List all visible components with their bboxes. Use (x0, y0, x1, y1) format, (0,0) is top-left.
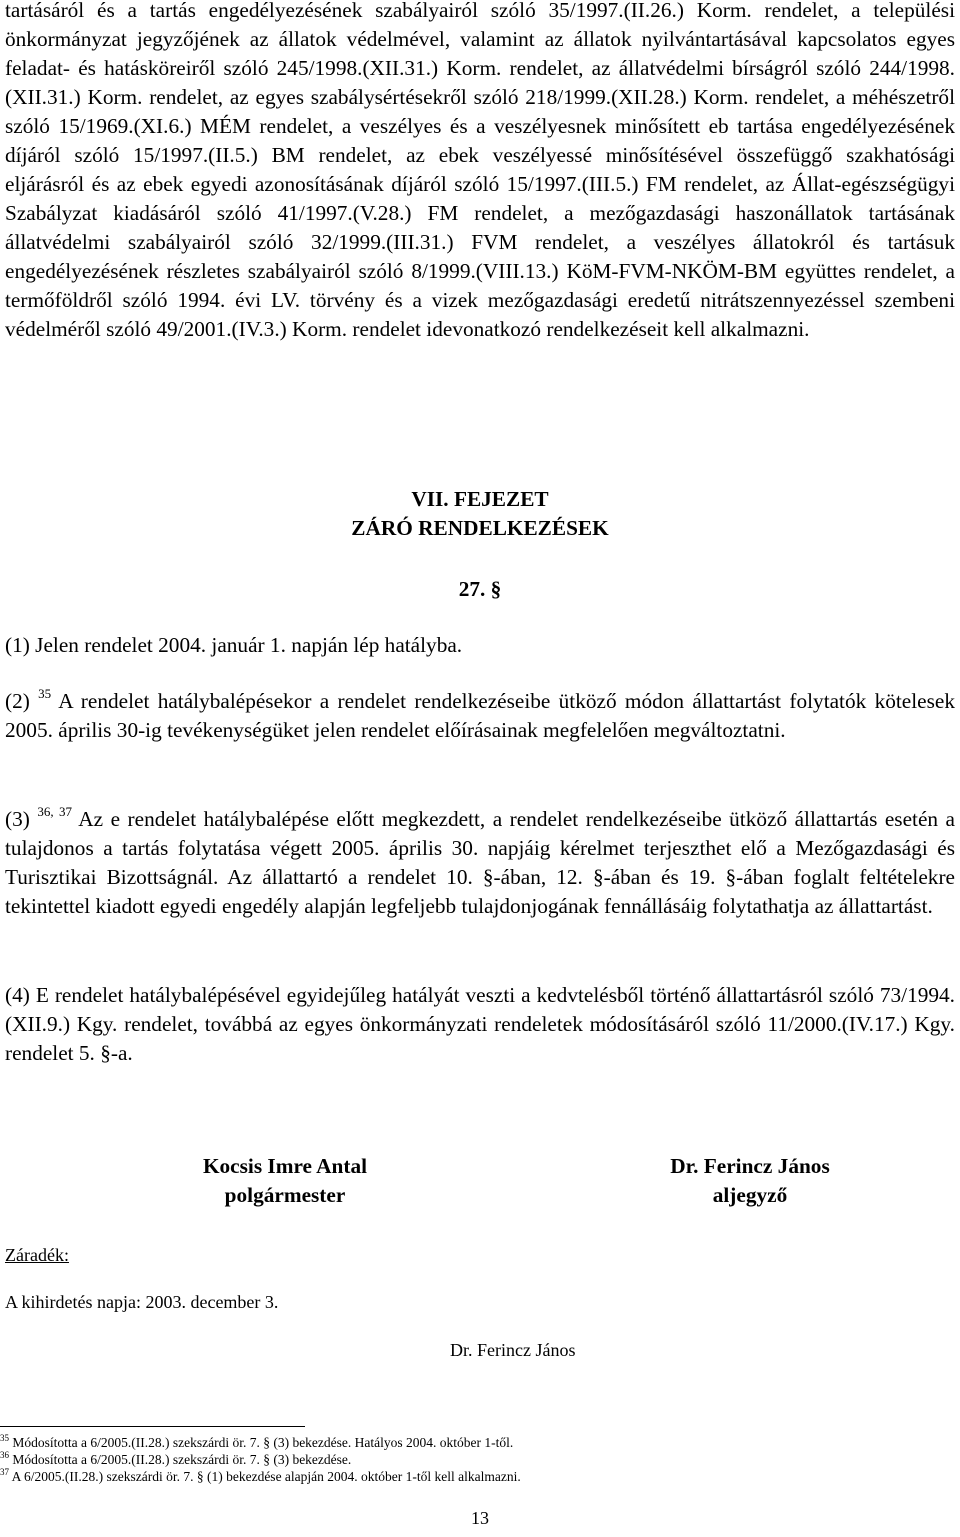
signature-right-title: aljegyző (712, 1183, 788, 1207)
paragraph-1-mark: (1) (5, 633, 30, 657)
chapter-number: VII. FEJEZET (411, 487, 549, 511)
section-number: 27. § (458, 577, 502, 601)
signature-right (605, 1152, 895, 1210)
signature-left (140, 1152, 430, 1210)
footnote-35 (0, 1434, 513, 1451)
footnote-37-number: 37 (0, 1466, 9, 1477)
paragraph-3 (5, 805, 955, 921)
footnote-37 (0, 1468, 521, 1485)
paragraph-2 (5, 687, 955, 745)
closing-signer: Dr. Ferincz János (450, 1340, 576, 1360)
paragraph-2-text: A rendelet hatálybalépésekor a rendelet rendelkezéseibe ütköző módon állattartást folytatók kötelesek 2005. április 30-ig tevékenységüket jelen rendelet előírásainak megfelelően megváltoztatni. (5, 689, 956, 742)
page-number: 13 (471, 1508, 489, 1528)
paragraph-3-mark: (3) (5, 807, 30, 831)
footnote-36-number: 36 (0, 1449, 9, 1460)
signature-left-name: Kocsis Imre Antal (202, 1154, 368, 1178)
paragraph-3-text: Az e rendelet hatálybalépése előtt megkezdett, a rendelet rendelkezéseibe ütköző állattartás esetén a tulajdonos a tartás folytatása végett 2005. április 30. napjáig kérelmet terjeszthet elő a Mezőgazdasági és Turisztikai Bizottságnál. Az állattartó a rendelet 10. §-ában, 12. §-ában és 19. §-ában foglalt feltételekre tekintettel kiadott egyedi engedély alapján legfeljebb tulajdonjogának fennállásáig folytathatja az állattartást. (5, 807, 955, 918)
intro-paragraph: tartásáról és a tartás engedélyezésének szabályairól szóló 35/1997.(II.26.) Korm. rendelet, a települési önkormányzat jegyzőjének az állatok védelmével, valamint az állatok nyilvántartásával kapcsolatos egyes feladat- és hatásköreiről szóló 245/1998.(XII.31.) Korm. rendelet, az állatvédelmi bírságról szóló 244/1998.(XII.31.) Korm. rendelet, az egyes szabálysértésekről szóló 218/1999.(XII.28.) Korm. rendelet, a méhészetről szóló 15/1969.(XI.6.) MÉM rendelet, a veszélyes és a veszélyesnek minősített eb tartása engedélyezésének díjáról szóló 15/1997.(II.5.) BM rendelet, az ebek veszélyessé minősítésével összefüggő szakhatósági eljárásról és az ebek egyedi azonosításának díjáról szóló 15/1997.(III.5.) FM rendelet, az Állat-egészségügyi Szabályzat kiadásáról szóló 41/1997.(V.28.) FM rendelet, a mezőgazdasági haszonállatok tartásának állatvédelmi szabályairól szóló 32/1999.(III.31.) FVM rendelet, a veszélyes állatokról és tartásuk engedélyezésének részletes szabályairól szóló 8/1999.(VIII.13.) KöM-FVM-NKÖM-BM együttes rendelet, a termőföldről szóló 1994. évi LV. törvény és a vizek mezőgazdasági eredetű nitrátszennyezéssel szembeni védelméről szóló 49/2001.(IV.3.) Korm. rendelet idevonatkozó rendelkezéseit kell alkalmazni. (5, 0, 955, 341)
footnote-35-number: 35 (0, 1432, 9, 1443)
paragraph-1-text: Jelen rendelet 2004. január 1. napján lép hatályba. (35, 633, 463, 657)
paragraph-4-mark: (4) (5, 983, 30, 1007)
footnote-35-text: Módosította a 6/2005.(II.28.) szekszárdi ör. 7. § (3) bekezdése. Hatályos 2004. október 1-től. (12, 1435, 514, 1450)
chapter-title: ZÁRÓ RENDELKEZÉSEK (351, 516, 609, 540)
paragraph-4-text: E rendelet hatálybalépésével egyidejűleg hatályát veszti a kedvtelésből történő állattartásról szóló 73/1994.(XII.9.) Kgy. rendelet, továbbá az egyes önkormányzati rendeletek módosításáról szóló 11/2000.(IV.17.) Kgy. rendelet 5. §-a. (5, 983, 956, 1065)
paragraph-3-footnote-ref: 36, 37 (37, 803, 72, 819)
paragraph-1 (5, 631, 955, 660)
paragraph-2-footnote-ref: 35 (38, 685, 52, 701)
footnote-36 (0, 1451, 351, 1468)
paragraph-2-mark: (2) (5, 689, 30, 713)
announcement-date: A kihirdetés napja: 2003. december 3. (5, 1292, 279, 1312)
footnote-36-text: Módosította a 6/2005.(II.28.) szekszárdi ör. 7. § (3) bekezdése. (12, 1452, 352, 1467)
paragraph-4 (5, 981, 955, 1068)
signature-left-title: polgármester (224, 1183, 346, 1207)
signature-right-name: Dr. Ferincz János (670, 1154, 830, 1178)
closing-label: Záradék: (5, 1245, 69, 1265)
footnote-37-text: A 6/2005.(II.28.) szekszárdi ör. 7. § (1) bekezdése alapján 2004. október 1-től kell alkalmazni. (11, 1469, 521, 1484)
footnote-divider (0, 1426, 305, 1427)
